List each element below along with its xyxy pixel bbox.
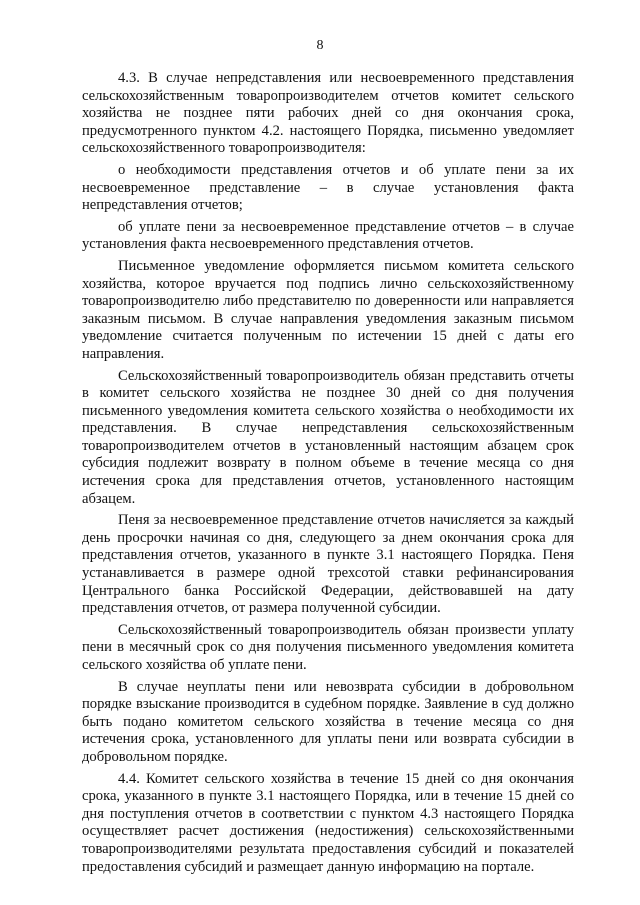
paragraph-4-4: 4.4. Комитет сельского хозяйства в течение 15 дней со дня окончания срока, указанного в пункте 3.1 настоящего Порядка, или в течение 15 дней со дня поступления отчетов в соответствии с пунктом 4.3 настоящего Порядка осуществляет расчет достижения (недостижения) сельскохозяйственными товаропроизводителями результата предоставления субсидий и показателей предоставления субсидий и размещает данную информацию на портале. <box>82 770 574 875</box>
paragraph-written-notice: Письменное уведомление оформляется письмом комитета сельского хозяйства, которое вручается под подпись лично сельскохозяйственному товаропроизводителю либо представителю по доверенности или направляется заказным письмом. В случае направления уведомления заказным письмом уведомление считается полученным по истечении 15 дней с даты его направления. <box>82 257 574 362</box>
paragraph-penalty-calculation: Пеня за несвоевременное представление отчетов начисляется за каждый день просрочки начиная со дня, следующего за днем окончания срока для представления отчетов, указанного в пункте 3.1 настоящего Порядка. Пеня устанавливается в размере одной трехсотой ставки рефинансирования Центрального банка Российской Федерации, действовавшей на дату представления отчетов, от размера полученной субсидии. <box>82 512 574 617</box>
document-body <box>82 70 574 876</box>
paragraph-notice-penalty: об уплате пени за несвоевременное представление отчетов – в случае установления факта несвоевременного представления отчетов. <box>82 218 574 253</box>
paragraph-notice-submission: о необходимости представления отчетов и об уплате пени за их несвоевременное представление – в случае установления факта непредставления отчетов; <box>82 161 574 214</box>
paragraph-reporting-obligation: Сельскохозяйственный товаропроизводитель обязан представить отчеты в комитет сельского хозяйства не позднее 30 дней со дня получения письменного уведомления комитета сельского хозяйства о необходимости их представления. В случае непредставления сельскохозяйственным товаропроизводителем отчетов в установленный настоящим абзацем срок субсидия подлежит возврату в полном объеме в течение месяца со дня истечения срока для представления отчетов, установленного настоящим абзацем. <box>82 367 574 507</box>
page-number: 8 <box>316 38 324 53</box>
paragraph-penalty-payment: Сельскохозяйственный товаропроизводитель обязан произвести уплату пени в месячный срок со дня получения письменного уведомления комитета сельского хозяйства об уплате пени. <box>82 621 574 673</box>
paragraph-court-recovery: В случае неуплаты пени или невозврата субсидии в добровольном порядке взыскание производится в судебном порядке. Заявление в суд должно быть подано комитетом сельского хозяйства в течение месяца со дня истечения срока, установленного для уплаты пени или возврата субсидии в добровольном порядке. <box>82 678 574 765</box>
paragraph-4-3: 4.3. В случае непредставления или несвоевременного представления сельскохозяйственным товаропроизводителем отчетов комитет сельского хозяйства не позднее пяти рабочих дней со дня окончания срока, предусмотренного пунктом 4.2. настоящего Порядка, письменно уведомляет сельскохозяйственного товаропроизводителя: <box>82 70 574 157</box>
